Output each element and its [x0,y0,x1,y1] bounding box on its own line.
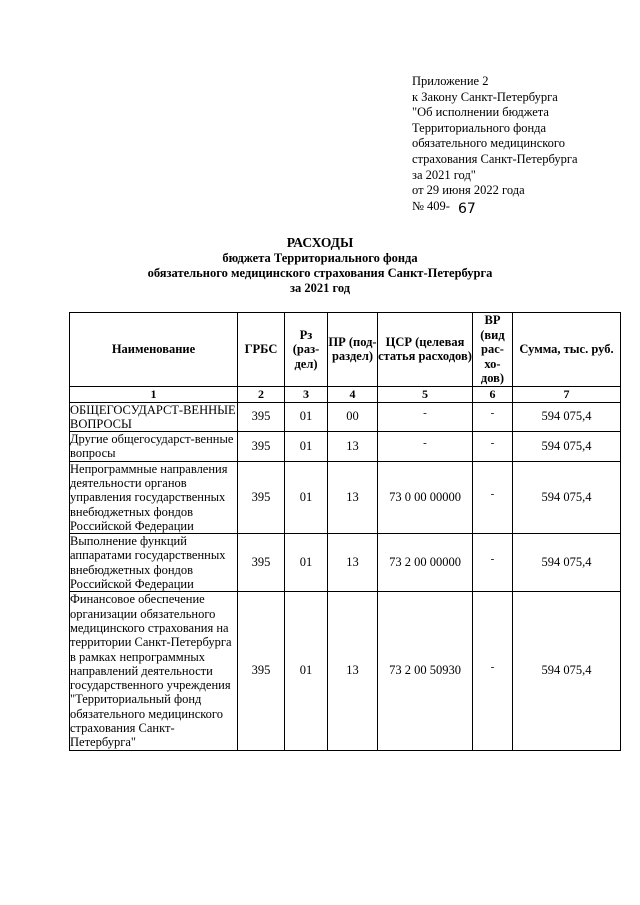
column-number: 6 [473,386,513,402]
row-csr: 73 0 00 00000 [378,461,473,533]
header-sum: Сумма, тыс. руб. [513,313,621,387]
header-name: Наименование [70,313,238,387]
table-row [70,432,621,462]
title-line-2: обязательного медицинского страхования Санкт-Петербурга [147,265,493,280]
appendix-line: "Об исполнении бюджета [412,105,549,120]
row-grbs: 395 [238,432,285,462]
appendix-line: за 2021 год" [412,167,476,182]
column-number: 5 [378,386,473,402]
appendix-line: обязательного медицинского [412,136,566,151]
row-grbs: 395 [238,402,285,432]
row-name: Финансовое обеспечение организации обязательного медицинского страхования на территории Санкт-Петербурга в рамках непрограммных направлений деятельности государственного учреждения "Территориальный фонд обязательного медицинского страхования Санкт-Петербурга" [70,592,238,750]
column-number: 4 [328,386,378,402]
row-pr: 00 [328,402,378,432]
row-rz: 01 [285,432,328,462]
law-number-prefix: № 409- [412,198,450,213]
row-vr-dash: - [490,553,495,566]
row-pr: 13 [328,534,378,592]
title-main: РАСХОДЫ [286,235,354,250]
row-name: ОБЩЕГОСУДАРСТ-ВЕННЫЕ ВОПРОСЫ [70,402,236,431]
header-pr: ПР (под-раздел) [328,313,378,387]
row-csr: 73 2 00 50930 [378,592,473,750]
row-vr-dash: - [490,487,495,500]
table-row [70,534,621,592]
header-grbs: ГРБС [238,313,285,387]
table-row [70,592,621,750]
appendix-line: к Закону Санкт-Петербурга [412,89,558,104]
row-rz: 01 [285,461,328,533]
row-vr [473,402,513,432]
row-sum: 594 075,4 [513,432,621,462]
law-number [412,199,622,215]
column-number: 1 [70,386,238,402]
row-csr-dash: - [423,436,427,449]
appendix-line: от 29 июня 2022 года [412,183,525,198]
row-grbs: 395 [238,592,285,750]
column-number-row [70,386,621,402]
row-vr-dash: - [490,407,495,420]
column-number: 2 [238,386,285,402]
row-vr-dash: - [490,436,495,449]
row-name: Непрограммные направления деятельности органов управления государственных внебюджетных фондов Российской Федерации [70,461,238,533]
row-csr [378,432,473,462]
appendix-line: Территориального фонда [412,120,547,135]
title-line-3: за 2021 год [289,280,351,295]
row-vr-dash: - [490,661,495,674]
table-row [70,402,621,432]
row-pr: 13 [328,461,378,533]
appendix-line: Приложение 2 [412,74,489,88]
row-vr [473,432,513,462]
appendix-header [412,74,622,217]
table-header-row [70,313,621,387]
header-rz: Рз (раз-дел) [285,313,328,387]
row-vr [473,592,513,750]
row-vr [473,534,513,592]
title-line-1: бюджета Территориального фонда [222,251,418,265]
header-vr: ВР (вид рас-хо-дов) [473,313,513,387]
column-number: 7 [513,386,621,402]
table-row [70,461,621,533]
row-csr-dash: - [423,407,427,420]
header-csr: ЦСР (целевая статья расходов) [378,313,473,387]
expenses-table [69,312,621,751]
row-pr: 13 [328,592,378,750]
appendix-line: страхования Санкт-Петербурга [412,151,578,166]
row-rz: 01 [285,592,328,750]
document-title [0,234,640,295]
row-pr: 13 [328,432,378,462]
row-grbs: 395 [238,461,285,533]
row-rz: 01 [285,534,328,592]
row-grbs: 395 [238,534,285,592]
column-number: 3 [285,386,328,402]
row-sum: 594 075,4 [513,461,621,533]
row-rz: 01 [285,402,328,432]
row-sum: 594 075,4 [513,402,621,432]
row-name: Выполнение функций аппаратами государственных внебюджетных фондов Российской Федерации [70,534,238,592]
row-name: Другие общегосударст-венные вопросы [70,432,238,462]
row-csr [378,402,473,432]
row-vr [473,461,513,533]
row-sum: 594 075,4 [513,592,621,750]
row-csr: 73 2 00 00000 [378,534,473,592]
law-number-handwritten: 67 [457,200,476,217]
row-sum: 594 075,4 [513,534,621,592]
